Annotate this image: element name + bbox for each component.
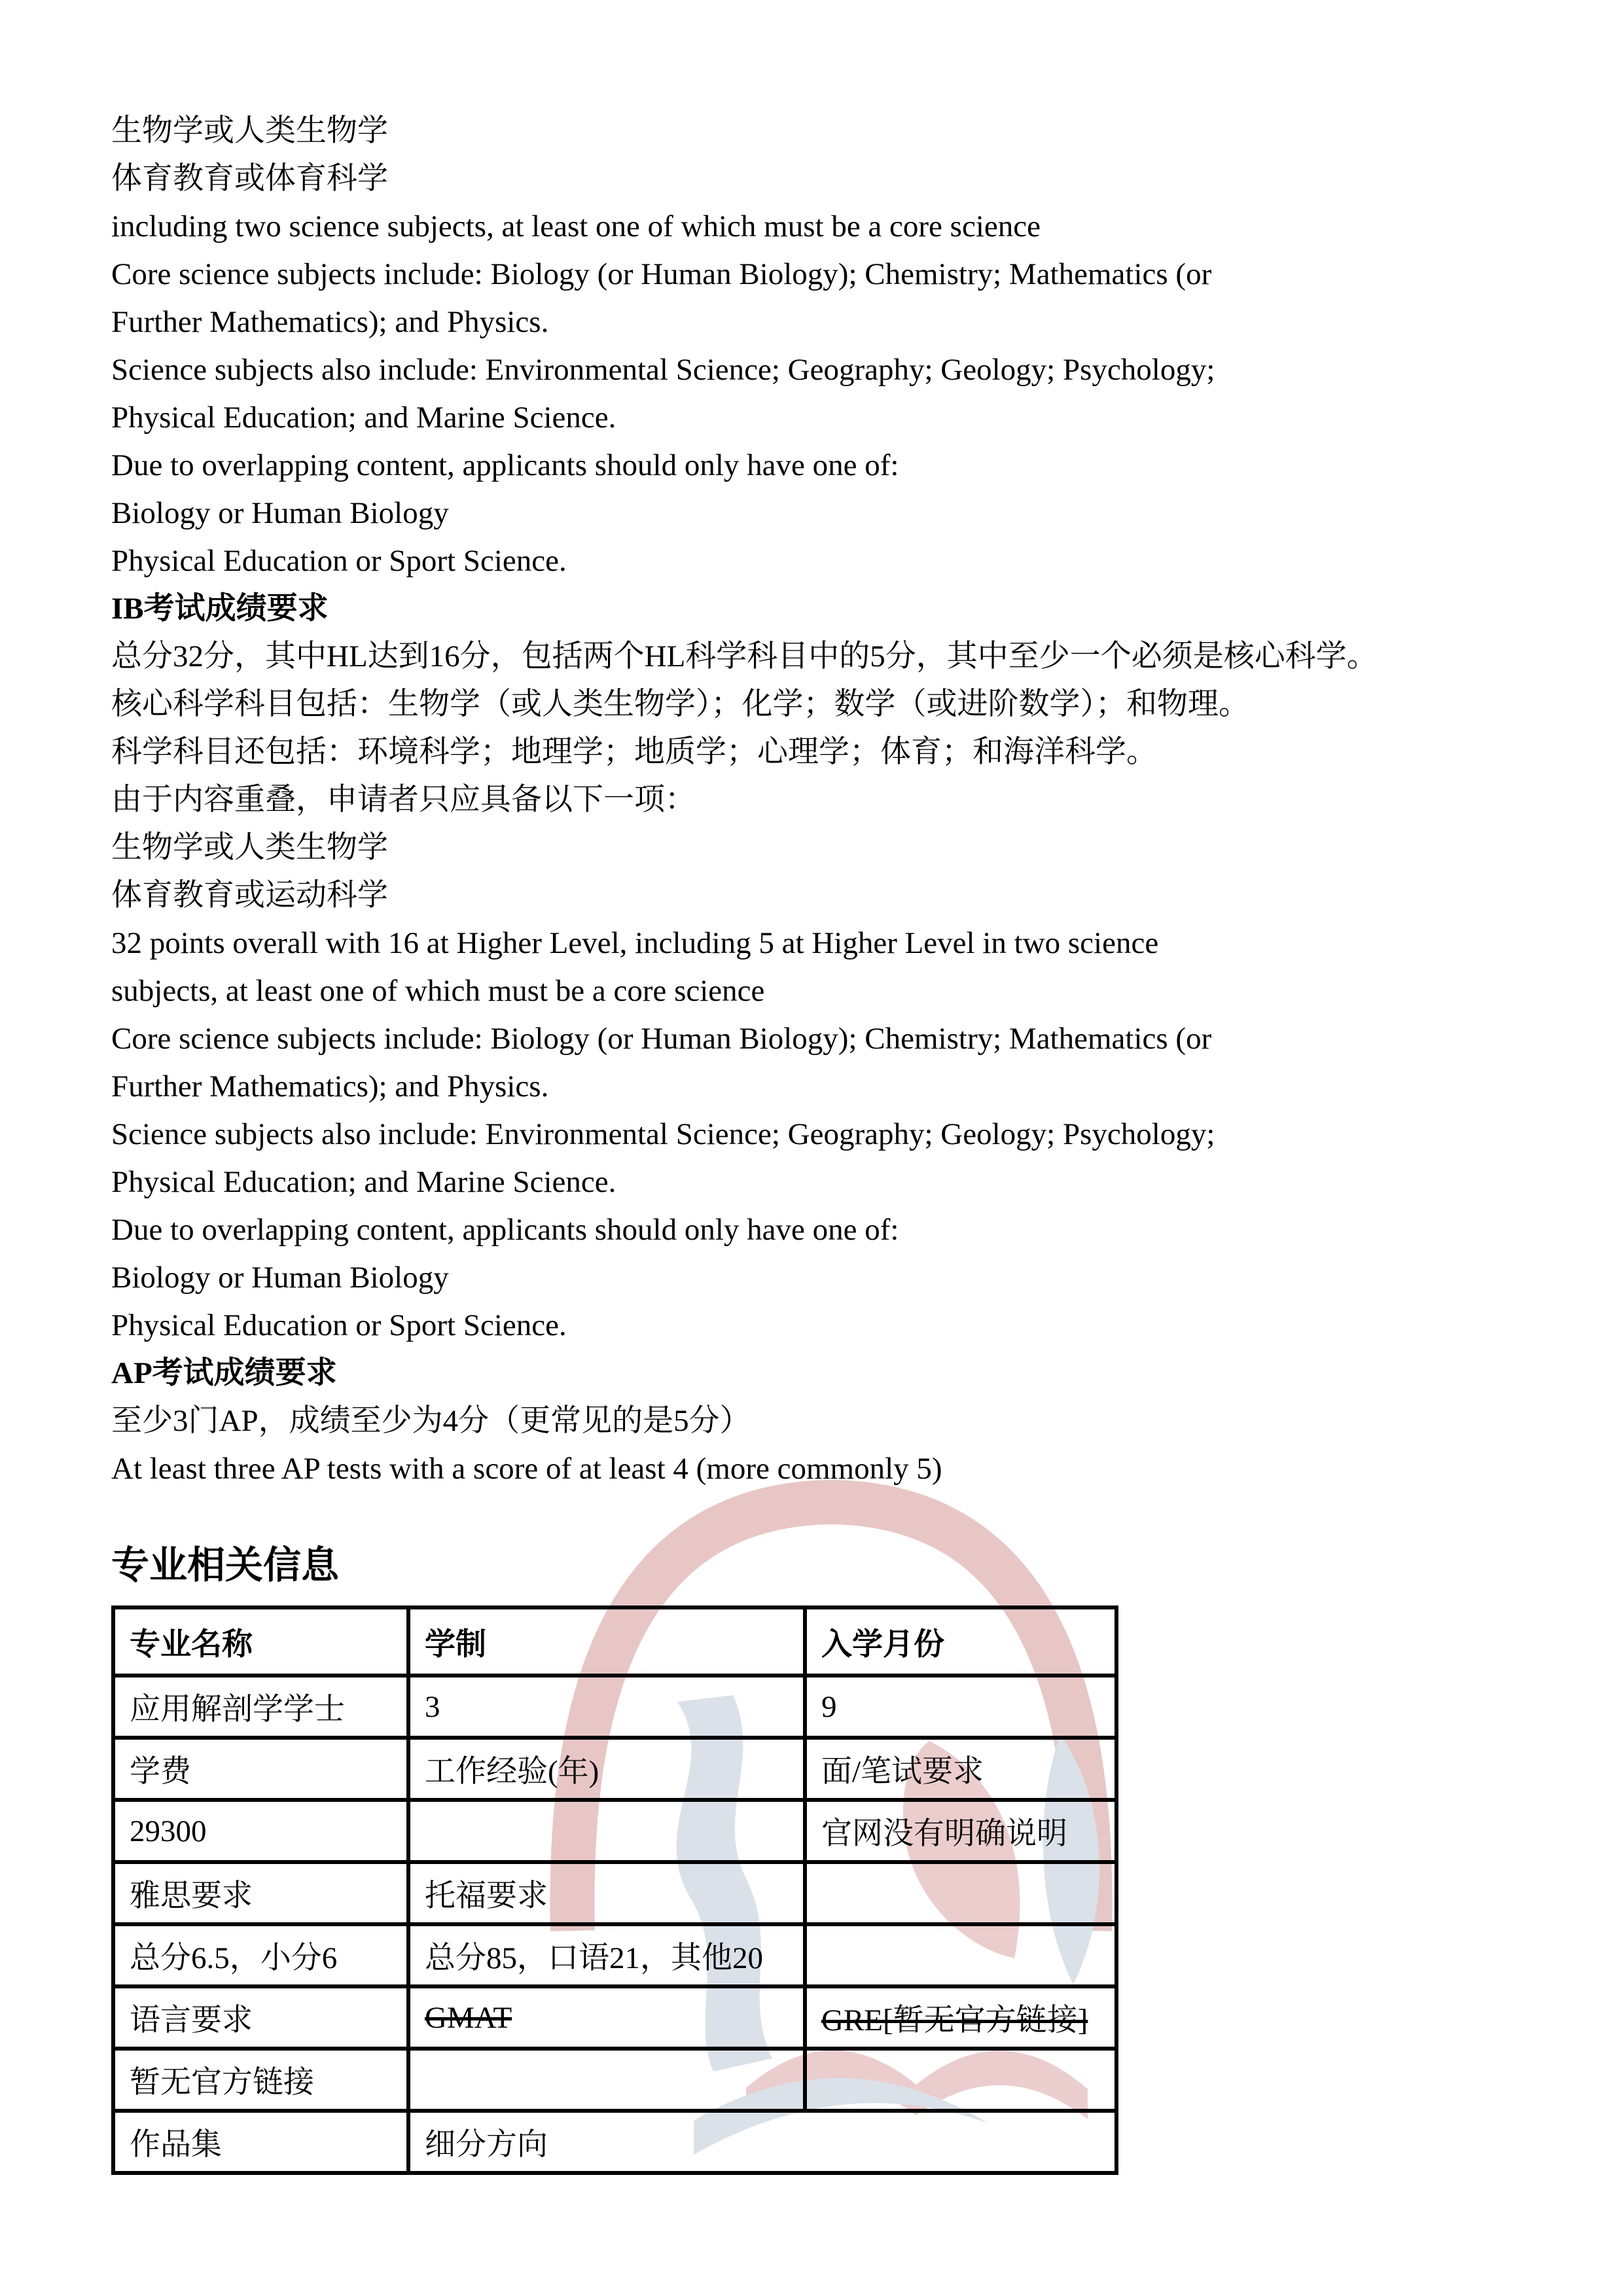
table-cell: 雅思要求 bbox=[113, 1862, 408, 1924]
body-line: Biology or Human Biology bbox=[111, 1261, 449, 1295]
body-line: Further Mathematics); and Physics. bbox=[111, 1069, 549, 1103]
body-line: At least three AP tests with a score of at least 4 (more commonly 5) bbox=[111, 1452, 942, 1486]
struck-gmat-text: GMAT bbox=[425, 2000, 512, 2035]
table-row bbox=[113, 1986, 1116, 2049]
body-line: Physical Education; and Marine Science. bbox=[111, 1165, 616, 1199]
table-cell: 应用解剖学学士 bbox=[113, 1676, 408, 1738]
struck-gre-link-text: GRE[暂无官方链接] bbox=[821, 2003, 1088, 2037]
body-line: Due to overlapping content, applicants should only have one of: bbox=[111, 1213, 899, 1247]
body-line: Physical Education or Sport Science. bbox=[111, 1308, 567, 1342]
body-line: 体育教育或体育科学 bbox=[111, 162, 388, 196]
body-line: 32 points overall with 16 at Higher Level, including 5 at Higher Level in two science bbox=[111, 926, 1159, 960]
body-line: Core science subjects include: Biology (or Human Biology); Chemistry; Mathematics (or bbox=[111, 257, 1212, 291]
body-line: 体育教育或运动科学 bbox=[111, 878, 388, 912]
table-cell: 工作经验(年) bbox=[408, 1738, 805, 1800]
body-line: 生物学或人类生物学 bbox=[111, 831, 388, 865]
body-line: 核心科学科目包括：生物学（或人类生物学）；化学；数学（或进阶数学）；和物理。 bbox=[111, 687, 1249, 721]
table-header-cell: 学制 bbox=[408, 1607, 805, 1676]
table-cell bbox=[805, 1862, 1116, 1924]
body-line: Science subjects also include: Environmental Science; Geography; Geology; Psychology; bbox=[111, 353, 1215, 387]
table-cell: 托福要求 bbox=[408, 1862, 805, 1924]
table-row bbox=[113, 1924, 1116, 1986]
table-cell bbox=[408, 1986, 805, 2049]
body-line: Physical Education or Sport Science. bbox=[111, 544, 567, 578]
table-row bbox=[113, 2049, 1116, 2111]
table-cell bbox=[408, 2049, 805, 2111]
program-info-table bbox=[111, 1605, 1118, 2175]
body-line: 科学科目还包括：环境科学；地理学；地质学；心理学；体育；和海洋科学。 bbox=[111, 735, 1157, 769]
table-header-cell: 入学月份 bbox=[805, 1607, 1116, 1676]
table-row bbox=[113, 1676, 1116, 1738]
body-line: Physical Education; and Marine Science. bbox=[111, 401, 616, 435]
table-cell: 29300 bbox=[113, 1800, 408, 1862]
table-row bbox=[113, 1738, 1116, 1800]
table-cell bbox=[805, 1986, 1116, 2049]
table-cell: 总分6.5，小分6 bbox=[113, 1924, 408, 1986]
body-line: 总分32分，其中HL达到16分，包括两个HL科学科目中的5分，其中至少一个必须是核心科学。 bbox=[111, 639, 1378, 673]
body-line: 至少3门AP，成绩至少为4分（更常见的是5分） bbox=[111, 1404, 751, 1438]
section-heading: 专业相关信息 bbox=[111, 1544, 340, 1587]
table-cell bbox=[408, 1800, 805, 1862]
body-line: Science subjects also include: Environmental Science; Geography; Geology; Psychology; bbox=[111, 1117, 1215, 1151]
table-cell: 暂无官方链接 bbox=[113, 2049, 408, 2111]
table-cell: 9 bbox=[805, 1676, 1116, 1738]
table-cell: 总分85，口语21，其他20 bbox=[408, 1924, 805, 1986]
table-row bbox=[113, 2111, 1116, 2173]
table-cell bbox=[805, 1924, 1116, 1986]
body-line: 由于内容重叠，申请者只应具备以下一项： bbox=[111, 783, 696, 817]
ap-requirements-heading: AP考试成绩要求 bbox=[111, 1356, 337, 1390]
table-header-row bbox=[113, 1607, 1116, 1676]
body-line: Further Mathematics); and Physics. bbox=[111, 305, 549, 339]
body-line: Due to overlapping content, applicants should only have one of: bbox=[111, 448, 899, 482]
body-line: Biology or Human Biology bbox=[111, 496, 449, 530]
body-line: Core science subjects include: Biology (or Human Biology); Chemistry; Mathematics (or bbox=[111, 1022, 1212, 1056]
table-cell: 面/笔试要求 bbox=[805, 1738, 1116, 1800]
table-cell: 细分方向 bbox=[408, 2111, 1116, 2173]
table-cell: 3 bbox=[408, 1676, 805, 1738]
table-cell: 语言要求 bbox=[113, 1986, 408, 2049]
body-line: subjects, at least one of which must be a core science bbox=[111, 974, 765, 1008]
table-row bbox=[113, 1800, 1116, 1862]
table-cell bbox=[805, 2049, 1116, 2111]
ib-requirements-heading: IB考试成绩要求 bbox=[111, 592, 329, 626]
body-line: including two science subjects, at least one of which must be a core science bbox=[111, 209, 1041, 243]
body-line: 生物学或人类生物学 bbox=[111, 114, 388, 148]
table-cell: 学费 bbox=[113, 1738, 408, 1800]
table-row bbox=[113, 1862, 1116, 1924]
table-cell: 官网没有明确说明 bbox=[805, 1800, 1116, 1862]
table-cell: 作品集 bbox=[113, 2111, 408, 2173]
table-header-cell: 专业名称 bbox=[113, 1607, 408, 1676]
